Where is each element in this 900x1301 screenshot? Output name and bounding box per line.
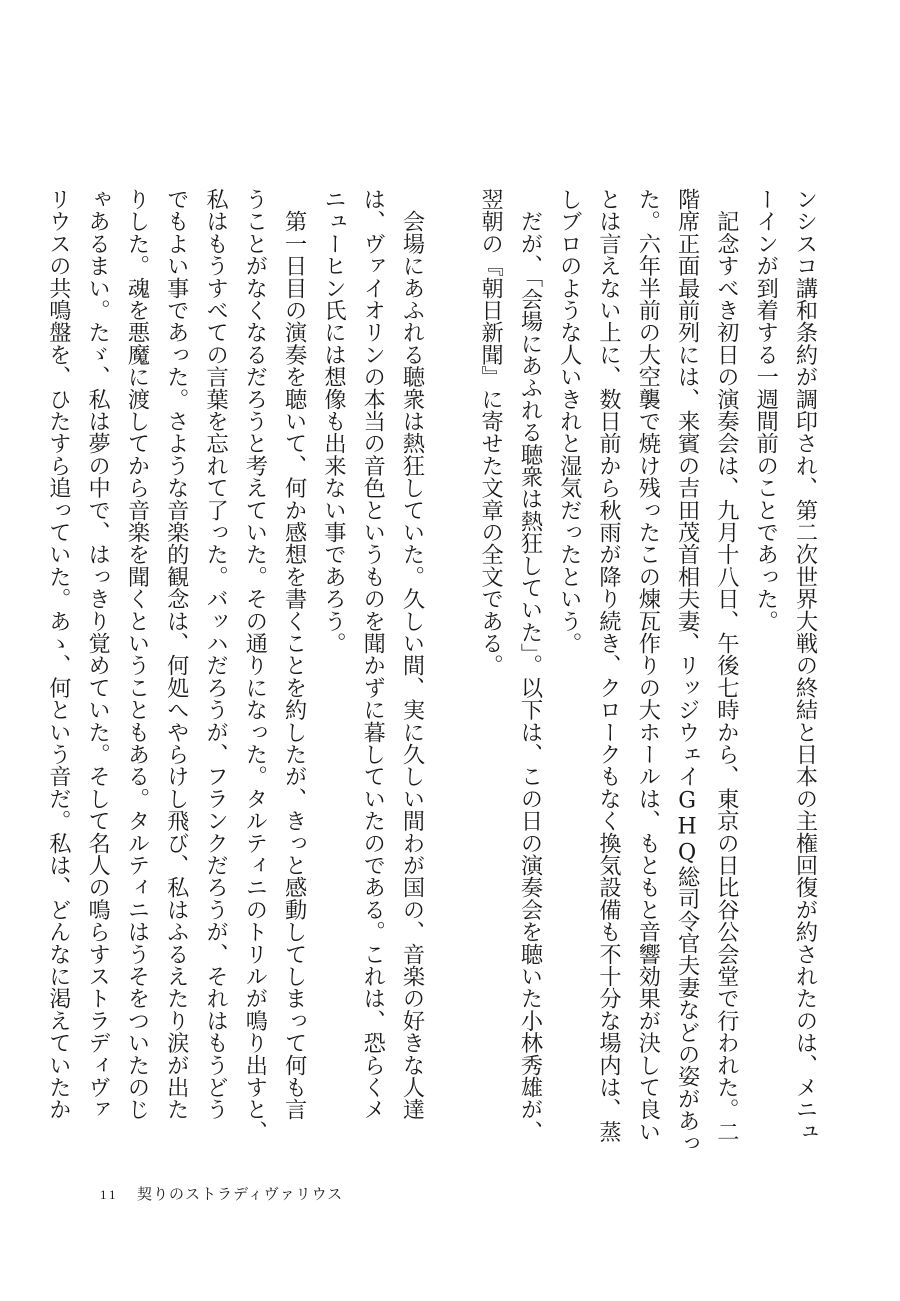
quote-line: ニューヒン氏には想像も出来ない事であろう。 — [320, 188, 347, 655]
quote-line: でもよい事であった。さような音楽的観念は、何処へやらけし飛び、私はふるえたり涙が出た — [163, 188, 190, 1121]
text-line: とは言えない上に、数日前から秋雨が降り続き、クロークもなく換気設備も不十分な場内は、蒸 — [595, 188, 622, 1143]
text-line: だが、「会場にあふれる聴衆は熱狂していた」。以下は、この日の演奏会を聴いた小林秀雄が、 — [516, 188, 543, 1143]
quote-line: 第一日目の演奏を聴いて、何か感想を書くことを約したが、きっと感動してしまって何も言 — [281, 188, 308, 1121]
quote-line: 会場にあふれる聴衆は熱狂していた。久しい間、実に久しい間わが国の、音楽の好きな人達 — [399, 188, 426, 1121]
text-line: しブロのような人いきれと湿気だったという。 — [556, 188, 583, 655]
running-title: 契りのストラディヴァリウス — [136, 1185, 344, 1203]
text-line: た。六年半前の大空襲で焼け残ったこの煉瓦作りの大ホールは、もともと音響効果が決して良い — [634, 188, 661, 1143]
quote-line: 私はもうすべての言葉を忘れて了った。バッハだろうが、フランクだろうが、それはもうどう — [202, 188, 229, 1121]
quote-line: うことがなくなるだろうと考えていた。その通りになった。タルティニのトリルが鳴り出すと、 — [241, 188, 268, 1143]
quote-line: ゃあるまい。たゞ、私は夢の中で、はっきり覚めていた。そして名人の鳴らすストラディヴァ — [84, 188, 111, 1121]
text-line: ーインが到着する一週間前のことであった。 — [752, 188, 779, 632]
text-line: ンシスコ講和条約が調印され、第二次世界大戦の終結と日本の主権回復が約されたのは、メニュ — [792, 188, 818, 1143]
quote-line: りした。魂を悪魔に渡してから音楽を聞くということもある。タルティニはうそをついたのじ — [123, 188, 150, 1121]
page-footer — [100, 1183, 343, 1204]
quote-line: は、ヴァイオリンの本当の音色というものを聞かずに暮していたのである。これは、恐らくメ — [359, 188, 386, 1121]
page-number: 11 — [100, 1187, 119, 1202]
text-line: 階席正面最前列には、来賓の吉田茂首相夫妻、リッジウェイGHQ総司令官夫妻などの姿があっ — [674, 188, 701, 1154]
quote-line: リウスの共鳴盤を、ひたすら追っていた。あゝ、何という音だ。私は、どんなに渇えていたか — [45, 188, 72, 1121]
quote-gap — [431, 188, 470, 1148]
text-line: 翌朝の『朝日新聞』に寄せた文章の全文である。 — [477, 188, 504, 677]
text-line: 記念すべき初日の演奏会は、九月十八日、午後七時から、東京の日比谷公会堂で行われた。二 — [713, 188, 740, 1143]
vertical-text-block — [38, 188, 824, 1154]
